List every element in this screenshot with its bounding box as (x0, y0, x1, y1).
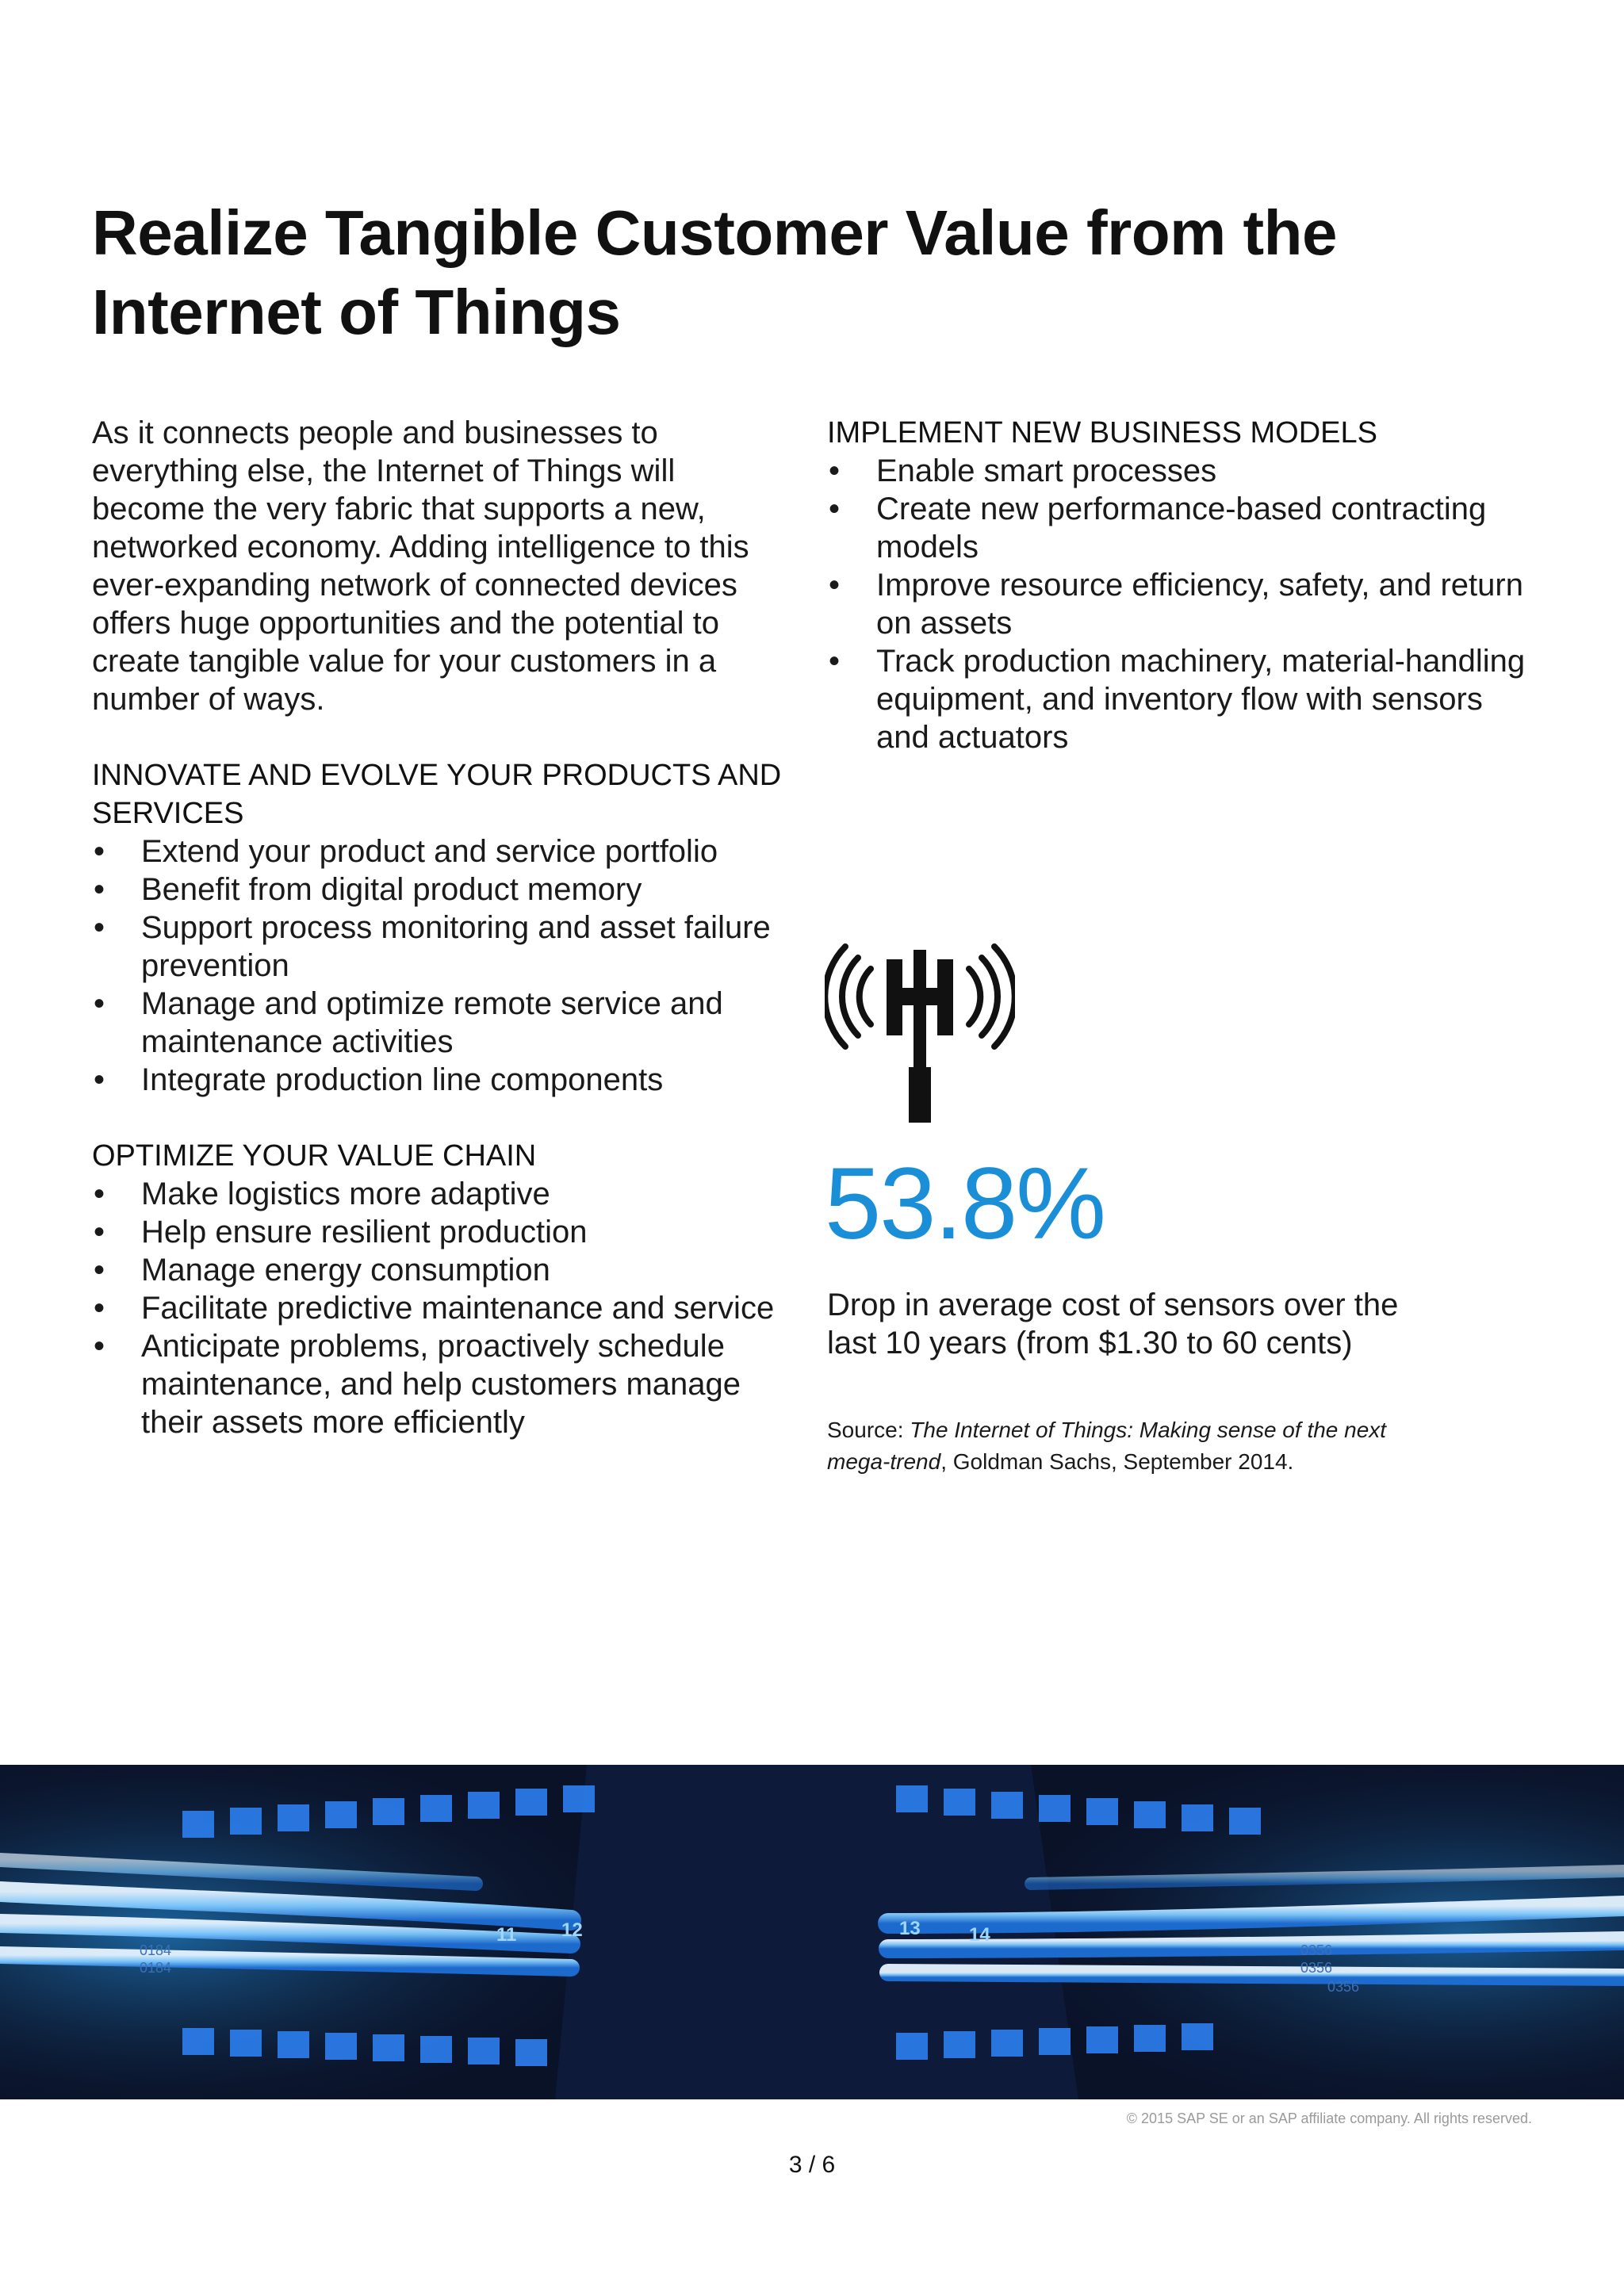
intro-paragraph: As it connects people and businesses to everything else, the Internet of Things will become the very fabric that supports a new, networked economy. Adding intelligence to this ever-expanding network of connected devices offers huge opportunities and the potential to create tangible value for your customers in a number of ways. (92, 415, 749, 717)
list-item (827, 490, 1541, 566)
bullet-glyph: • (94, 910, 105, 945)
bullet-glyph: • (94, 1177, 105, 1211)
list-item-text: Benefit from digital product memory (141, 872, 642, 907)
port-label: 0356 (1300, 1960, 1333, 1976)
stat-source (827, 1414, 1430, 1478)
bullet-glyph: • (94, 1062, 105, 1097)
section-heading-business-models: IMPLEMENT NEW BUSINESS MODELS (827, 416, 1377, 450)
list-item-text: Integrate production line components (141, 1062, 664, 1097)
port-label: 11 (496, 1924, 517, 1946)
copyright-notice: © 2015 SAP SE or an SAP affiliate company. All rights reserved. (1126, 2110, 1532, 2126)
source-prefix: Source: (827, 1418, 910, 1442)
port-label: 0356 (1327, 1979, 1360, 1995)
sensor-antenna-icon (825, 918, 1015, 1124)
port-label: 0184 (140, 1942, 172, 1958)
list-item (92, 1289, 790, 1327)
port-label: 12 (561, 1919, 583, 1941)
list-item-text: Anticipate problems, proactively schedule maintenance, and help customers manage their assets more efficiently (141, 1329, 741, 1440)
list-item (92, 1327, 790, 1441)
list-item (92, 871, 790, 909)
right-column (827, 414, 1541, 794)
page-number: 3 / 6 (788, 2152, 836, 2178)
list-item (827, 452, 1541, 490)
bullet-glyph: • (94, 1329, 105, 1364)
value-chain-list (92, 1175, 790, 1441)
list-item-text: Support process monitoring and asset failure prevention (141, 910, 771, 983)
source-suffix: , Goldman Sachs, September 2014. (940, 1449, 1294, 1474)
bullet-glyph: • (94, 872, 105, 907)
list-item (827, 566, 1541, 642)
bullet-glyph: • (94, 1215, 105, 1249)
list-item-text: Manage and optimize remote service and maintenance activities (141, 986, 723, 1059)
business-models-list (827, 452, 1541, 756)
bullet-glyph: • (94, 1253, 105, 1288)
list-item-text: Extend your product and service portfolio (141, 834, 718, 869)
innovate-list (92, 832, 790, 1099)
list-item (92, 1175, 790, 1213)
bullet-glyph: • (829, 453, 841, 488)
bullet-glyph: • (829, 568, 841, 603)
port-label: 0356 (1300, 1942, 1333, 1958)
port-label: 14 (969, 1924, 990, 1946)
port-label: 13 (899, 1918, 921, 1939)
list-item (92, 1061, 790, 1099)
list-item-text: Enable smart processes (876, 453, 1217, 488)
bullet-glyph: • (829, 644, 841, 679)
stat-description: Drop in average cost of sensors over the last 10 years (from $1.30 to 60 cents) (827, 1288, 1399, 1360)
list-item-text: Track production machinery, material-handling equipment, and inventory flow with sensors and actuators (876, 644, 1526, 755)
page-title: Realize Tangible Customer Value from the Internet of Things (92, 197, 1337, 347)
bullet-glyph: • (94, 986, 105, 1021)
source-title: The Internet of Things: Making sense of the next mega-trend (827, 1418, 1387, 1474)
list-item-text: Create new performance-based contracting models (876, 492, 1487, 564)
left-column (92, 414, 790, 1479)
list-item-text: Manage energy consumption (141, 1253, 550, 1288)
list-item (92, 985, 790, 1061)
list-item (92, 1213, 790, 1251)
stat-value: 53.8% (825, 1147, 1105, 1261)
section-heading-innovate: INNOVATE AND EVOLVE YOUR PRODUCTS AND SERVICES (92, 759, 782, 830)
network-patch-panel-photo (0, 1765, 1624, 2099)
bullet-glyph: • (94, 834, 105, 869)
list-item-text: Improve resource efficiency, safety, and return on assets (876, 568, 1523, 641)
section-heading-value-chain: OPTIMIZE YOUR VALUE CHAIN (92, 1139, 537, 1173)
bullet-glyph: • (829, 492, 841, 526)
list-item-text: Make logistics more adaptive (141, 1177, 550, 1211)
list-item-text: Help ensure resilient production (141, 1215, 588, 1249)
list-item (92, 909, 790, 985)
list-item-text: Facilitate predictive maintenance and service (141, 1291, 775, 1326)
list-item (92, 1251, 790, 1289)
port-label: 0184 (140, 1960, 172, 1976)
list-item (92, 832, 790, 871)
bullet-glyph: • (94, 1291, 105, 1326)
list-item (827, 642, 1541, 756)
